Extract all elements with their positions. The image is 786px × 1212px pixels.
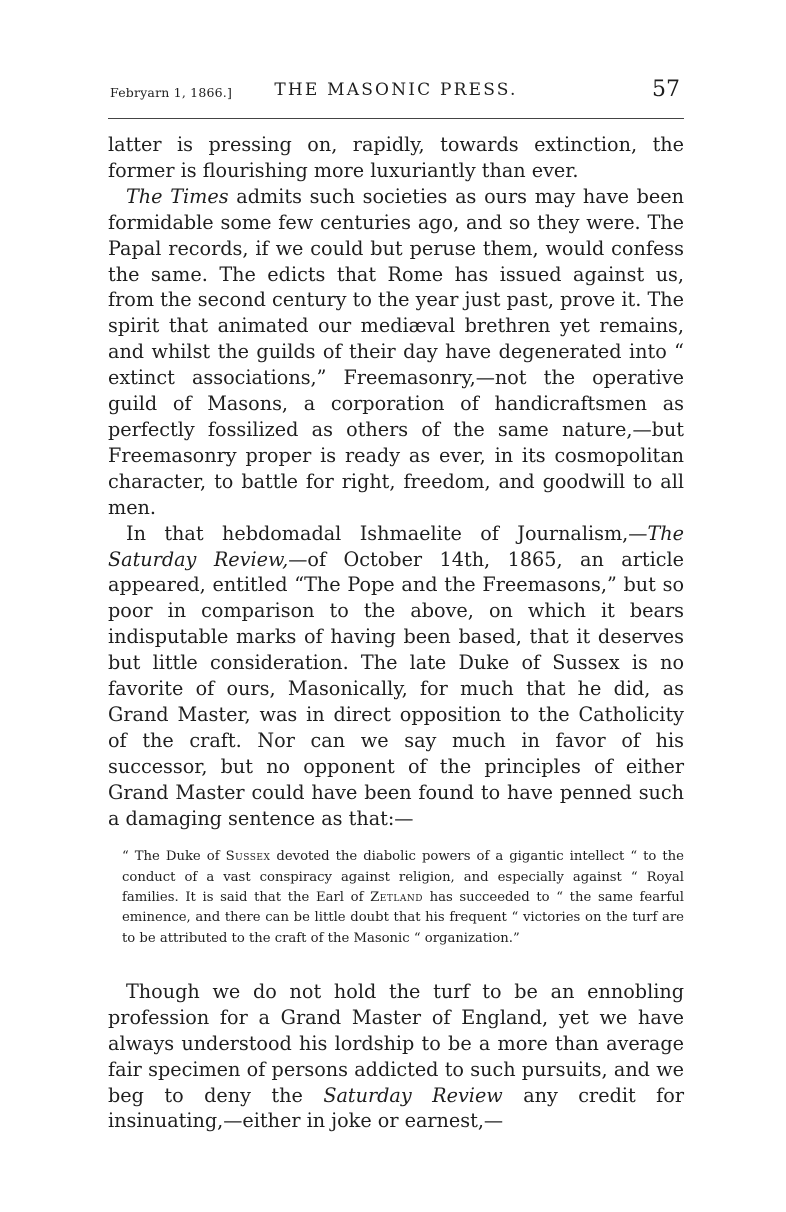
quote-text: has succeeded to “ the same fearful eminence, and there can be little doubt that his frequent “ victories on the turf are to be attributed to the craft of the Masonic “ organization.” <box>122 890 684 946</box>
paragraph-text: In that hebdomadal Ishmaelite of Journalism,— <box>126 521 648 545</box>
publication-title: Saturday Review <box>323 1083 503 1107</box>
quote-name: Sussex <box>225 849 271 865</box>
block-quote <box>108 847 684 948</box>
running-header <box>110 78 682 108</box>
publication-title: The Times <box>126 184 229 208</box>
paragraph-continuation <box>108 132 684 184</box>
quote-text: devoted the diabolic powers of a gigantic intellect “ to the conduct of a vast conspiracy against religion, and especially against “ Royal families. It is said that the Earl of <box>122 849 684 906</box>
paragraph-times <box>108 184 684 521</box>
journal-title: THE MASONIC PRESS. <box>274 80 518 100</box>
quote-name: Zetland <box>370 890 423 906</box>
header-rule <box>108 118 684 119</box>
article-body <box>108 132 684 1134</box>
paragraph-closing <box>108 979 684 1134</box>
paragraph-text: admits such societies as ours may have been formidable some few centuries ago, and so they were. The Papal records, if we could but peruse them, would confess the same. The edicts that Rome has issued against us, from the second century to the year just past, prove it. The spirit that animated our mediæval brethren yet remains, and whilst the guilds of their day have degenerated into “ extinct associations,” Freemasonry,—not the operative guild of Masons, a corporation of handicraftsmen as perfectly fossilized as others of the same nature,—but Freemasonry proper is ready as ever, in its cosmopolitan character, to battle for right, freedom, and goodwill to all men. <box>108 184 684 519</box>
paragraph-text: latter is pressing on, rapidly, towards extinction, the former is flourishing more luxuriantly than ever. <box>108 133 684 182</box>
paragraph-text: any credit for insinuating,—either in joke or earnest,— <box>108 1083 684 1133</box>
publication-title: The Saturday Review, <box>108 521 684 571</box>
paragraph-text: —of October 14th, 1865, an article appeared, entitled “The Pope and the Freemasons,” but so poor in comparison to the above, on which it bears indisputable marks of having been based, that it deserves but little consideration. The late Duke of Sussex is no favorite of ours, Masonically, for much that he did, as Grand Master, was in direct opposition to the Catholicity of the craft. Nor can we say much in favor of his successor, but no opponent of the principles of either Grand Master could have been found to have penned such a damaging sentence as that:— <box>108 547 684 830</box>
paragraph-saturday-review <box>108 521 684 832</box>
paragraph-text: Though we do not hold the turf to be an ennobling profession for a Grand Master of England, yet we have always understood his lordship to be a more than average fair specimen of persons addicted to such pursuits, and we beg to deny the <box>108 979 684 1107</box>
quote-text: “ The Duke of <box>122 849 226 865</box>
page-number: 57 <box>652 77 680 102</box>
header-date: Febryarn 1, 1866.] <box>110 85 233 100</box>
